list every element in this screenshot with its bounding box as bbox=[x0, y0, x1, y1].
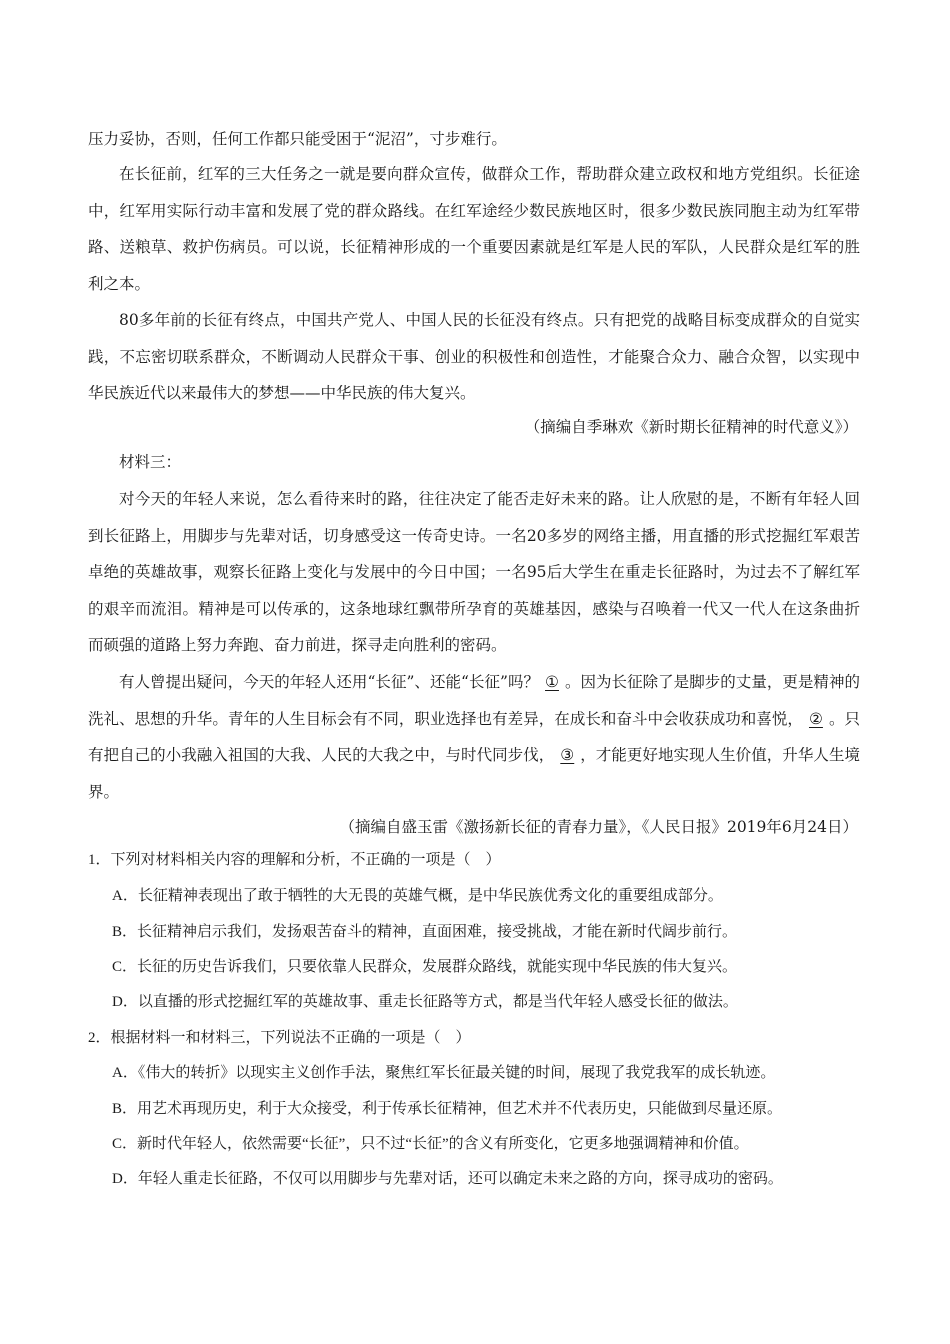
material3-heading: 材料三： bbox=[119, 453, 182, 471]
blank-1: ① bbox=[545, 673, 559, 691]
question-2-option-c: C．新时代年轻人，依然需要“长征”，只不过“长征”的含义有所变化，它更多地强调精神和价值。 bbox=[112, 1136, 749, 1152]
text-segment: 。因为长征除了是脚步的丈量，更是精神的洗礼、思想的升华。青年的人生目标会有不同，职业选择也有差异，在成长和奋斗中会收获成功和喜悦， bbox=[88, 673, 860, 728]
text-segment: ，才能更好地实现人生价值，升华人生境界。 bbox=[88, 746, 860, 801]
question-2-option-b: B．用艺术再现历史，利于大众接受，利于传承长征精神，但艺术并不代表历史，只能做到尽量还原。 bbox=[112, 1101, 783, 1117]
question-2-option-d: D．年轻人重走长征路，不仅可以用脚步与先辈对话，还可以确定未来之路的方向，探寻成功的密码。 bbox=[112, 1171, 783, 1187]
question-2-stem: 2．根据材料一和材料三，下列说法不正确的一项是（ ） bbox=[88, 1030, 471, 1046]
question-1-option-d: D．以直播的形式挖掘红军的英雄故事、重走长征路等方式，都是当代年轻人感受长征的做法。 bbox=[112, 994, 738, 1010]
source-citation-2: （摘编自季琳欢《新时期长征精神的时代意义》） bbox=[524, 418, 858, 436]
paragraph-young-people: 对今天的年轻人来说，怎么看待来时的路，往往决定了能否走好未来的路。让人欣慰的是，不断有年轻人回到长征路上，用脚步与先辈对话，切身感受这一传奇史诗。一名20多岁的网络主播，用直播的形式挖掘红军艰苦卓绝的英雄故事，观察长征路上变化与发展中的今日中国；一名95后大学生在重走长征路时，为过去不了解红军的艰辛而流泪。精神是可以传承的，这条地球红飘带所孕育的英雄基因，感染与召唤着一代又一代人在这条曲折而硕强的道路上努力奔跑、奋力前进，探寻走向胜利的密码。 bbox=[88, 490, 860, 654]
source-citation-3: （摘编自盛玉雷《激扬新长征的青春力量》，《人民日报》2019年6月24日） bbox=[339, 818, 858, 836]
question-1-stem: 1．下列对材料相关内容的理解和分析，不正确的一项是（ ） bbox=[88, 852, 501, 868]
question-1-option-c: C．长征的历史告诉我们，只要依靠人民群众，发展群众路线，就能实现中华民族的伟大复兴。 bbox=[112, 959, 738, 975]
question-2-option-a: A．《伟大的转折》以现实主义创作手法，聚焦红军长征最关键的时间，展现了我党我军的成长轨迹。 bbox=[112, 1065, 776, 1081]
blank-3: ③ bbox=[560, 746, 575, 764]
question-1-option-a: A．长征精神表现出了敢于牺牲的大无畏的英雄气概，是中华民族优秀文化的重要组成部分。 bbox=[112, 888, 723, 904]
paragraph-continued: 压力妥协，否则，任何工作都只能受困于“泥沼”，寸步难行。 bbox=[88, 130, 507, 148]
paragraph-question-blanks bbox=[88, 664, 860, 810]
paragraph-no-end: 80多年前的长征有终点，中国共产党人、中国人民的长征没有终点。只有把党的战略目标变成群众的自觉实践，不忘密切联系群众，不断调动人民群众干事、创业的积极性和创造性，才能聚合众力、融合众智，以实现中华民族近代以来最伟大的梦想——中华民族的伟大复兴。 bbox=[88, 311, 860, 402]
paragraph-long-march-masses: 在长征前，红军的三大任务之一就是要向群众宣传，做群众工作，帮助群众建立政权和地方党组织。长征途中，红军用实际行动丰富和发展了党的群众路线。在红军途经少数民族地区时，很多少数民族同胞主动为红军带路、送粮草、救护伤病员。可以说，长征精神形成的一个重要因素就是红军是人民的军队，人民群众是红军的胜利之本。 bbox=[88, 165, 860, 293]
text-segment: 。只有把自己的小我融入祖国的大我、人民的大我之中，与时代同步伐， bbox=[88, 709, 860, 764]
text-segment: 有人曾提出疑问，今天的年轻人还用“长征”、还能“长征”吗？ bbox=[119, 673, 540, 691]
question-1-option-b: B．长征精神启示我们，发扬艰苦奋斗的精神，直面困难，接受挑战，才能在新时代阔步前行。 bbox=[112, 924, 738, 940]
blank-2: ② bbox=[808, 709, 823, 728]
